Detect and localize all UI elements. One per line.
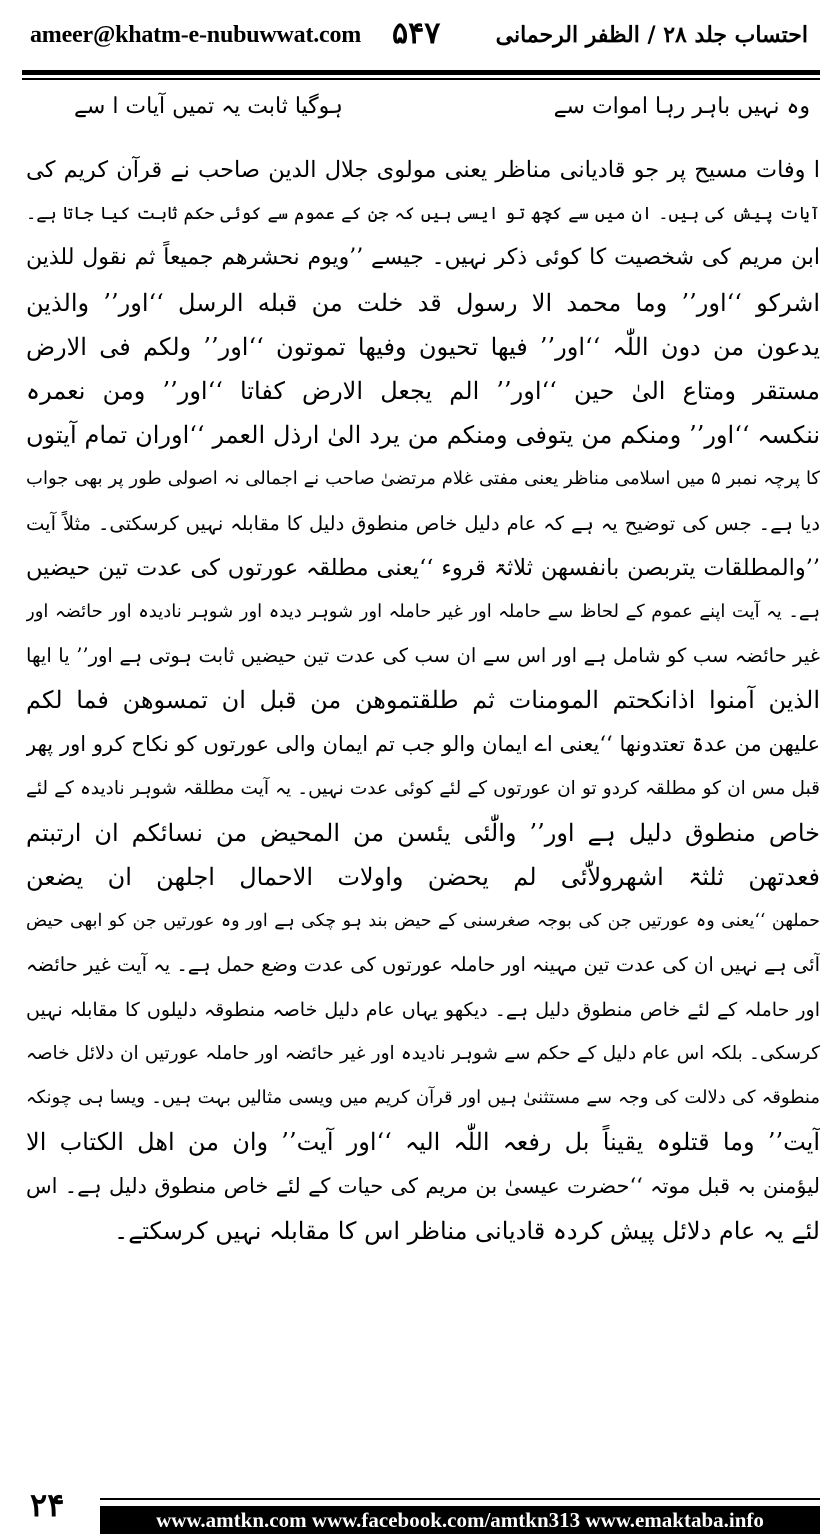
footer-links[interactable]: www.amtkn.com www.facebook.com/amtkn313 www.emaktaba.info bbox=[100, 1506, 820, 1534]
verse-left-hemistich: ہوگیا ثابت یہ تمیں آیات ا سے bbox=[74, 94, 343, 119]
body-line: یدعون من دون اللّٰہ ‘‘اور’’ فیھا تحیون وفیھا تموتون ‘‘اور’’ ولکم فی الارض bbox=[26, 332, 820, 361]
book-title: احتساب جلد ۲۸ / الظفر الرحمانی bbox=[495, 22, 808, 48]
body-line: لیؤمنن بہ قبل موتہ ‘‘حضرت عیسیٰ بن مریم کی حیات کے لئے خاص منطوق دلیل ہے۔ اس bbox=[26, 1174, 820, 1199]
body-line: خاص منطوق دلیل ہے اور’’ والّٰئی یئسن من المحیض من نسائکم ان ارتبتم bbox=[26, 818, 820, 847]
body-line: غیر حائضہ سب کو شامل ہے اور اس سے ان سب کی عدت تین حیضیں ثابت ہوتی ہے اور’’ یا ایھا bbox=[26, 644, 820, 668]
body-line: حملھن ‘‘یعنی وہ عورتیں جن کی بوجہ صغرسنی کے حیض بند ہو چکی ہے اور وہ عورتیں جن کو ابھی حیض bbox=[26, 911, 820, 932]
header-email: ameer@khatm-e-nubuwwat.com bbox=[30, 22, 362, 48]
header-rule-thick bbox=[22, 70, 820, 75]
body-line: ابن مریم کی شخصیت کا کوئی ذکر نہیں۔ جیسے ’’ویوم نحشرھم جمیعاً ثم نقول للذین bbox=[26, 245, 820, 271]
page-number: ۵۴۷ bbox=[392, 16, 441, 51]
verse-right-hemistich: وہ نہیں باہر رہا اموات سے bbox=[553, 94, 810, 119]
body-line: آیت’’ وما قتلوہ یقیناً بل رفعہ اللّٰہ الیہ ‘‘اور آیت’’ وان من اھل الکتاب الا bbox=[26, 1128, 820, 1157]
body-line: ’’والمطلقات یتربصن بانفسھن ثلاثۃ قروء ‘‘یعنی مطلقہ عورتوں کی عدت تین حیضیں bbox=[26, 554, 820, 581]
page-footer bbox=[0, 1484, 840, 1540]
folio-number: ۲۴ bbox=[30, 1486, 65, 1524]
header-rule-thin bbox=[22, 78, 820, 80]
body-text bbox=[26, 148, 820, 1253]
body-line: ا وفات مسیح پر جو قادیانی مناظر یعنی مولوی جلال الدین صاحب نے قرآن کریم کی bbox=[26, 157, 820, 183]
body-line: کرسکی۔ بلکہ اس عام دلیل کے حکم سے شوہر نادیدہ اور غیر حائضہ اور حاملہ عورتیں ان دلائل خاصہ bbox=[26, 1042, 820, 1064]
body-line: دیا ہے۔ جس کی توضیح یہ ہے کہ عام دلیل خاص منطوق دلیل کا مقابلہ نہیں کرسکتی۔ مثلاً آیت bbox=[26, 511, 820, 535]
body-line: علیھن من عدۃ تعتدونھا ‘‘یعنی اے ایمان والو جب تم ایمان والی عورتوں کو نکاح کرو اور پھر bbox=[26, 732, 820, 757]
body-line: ہے۔ یہ آیت اپنے عموم کے لحاظ سے حاملہ اور غیر حاملہ اور شوہر دیدہ اور شوہر نادیدہ اور حائضہ اور bbox=[26, 600, 820, 622]
body-line: ننکسہ ‘‘اور’’ ومنکم من یتوفی ومنکم من یرد الیٰ ارذل العمر ‘‘اوران تمام آیتوں bbox=[26, 421, 820, 450]
body-line: اور حاملہ کے لئے خاص منطوق دلیل ہے۔ دیکھو یہاں عام دلیل خاصہ منطوقہ دلیلوں کا مقابلہ نہیں bbox=[26, 998, 820, 1021]
verse-couplet bbox=[22, 90, 820, 132]
body-line: الذین آمنوا اذانکحتم المومنات ثم طلقتموھن من قبل ان تمسوھن فما لکم bbox=[26, 686, 820, 715]
footer-rule bbox=[100, 1498, 820, 1500]
body-line-last: لئے یہ عام دلائل پیش کردہ قادیانی مناظر اس کا مقابلہ نہیں کرسکتے۔ bbox=[114, 1216, 820, 1245]
page-header bbox=[0, 0, 840, 72]
body-line: کا پرچہ نمبر ۵ میں اسلامی مناظر یعنی مفتی غلام مرتضیٰ صاحب نے اجمالی نہ اصولی طور پر بھی جواب bbox=[26, 468, 820, 490]
body-line: منطوقہ کی دلالت کی وجہ سے مستثنیٰ ہیں اور قرآن کریم میں ویسی مثالیں بہت ہیں۔ ویسا ہی چونکہ bbox=[26, 1086, 820, 1108]
body-line: آیات پیش کی ہیں۔ ان میں سے کچھ تو ایسی ہیں کہ جن کے عموم سے کوئی حکم ثابت کیا جاتا ہے۔ bbox=[26, 204, 820, 225]
body-line: اشرکو ‘‘اور’’ وما محمد الا رسول قد خلت من قبله الرسل ‘‘اور’’ والذین bbox=[26, 288, 820, 317]
body-line: فعدتھن ثلثۃ اشھرولاّٰئی لم یحضن واولات الاحمال اجلھن ان یضعن bbox=[26, 863, 820, 891]
body-line: مستقر ومتاع الیٰ حین ‘‘اور’’ الم یجعل الارض کفاتا ‘‘اور’’ ومن نعمرہ bbox=[26, 376, 820, 405]
body-line: آئی ہے نہیں ان کی عدت تین مہینہ اور حاملہ عورتوں کی عدت وضع حمل ہے۔ یہ آیت غیر حائضہ bbox=[26, 953, 820, 977]
body-line: قبل مس ان کو مطلقہ کردو تو ان عورتوں کے لئے کوئی عدت نہیں۔ یہ آیت مطلقہ شوہر نادیدہ کے لئے bbox=[26, 777, 820, 799]
